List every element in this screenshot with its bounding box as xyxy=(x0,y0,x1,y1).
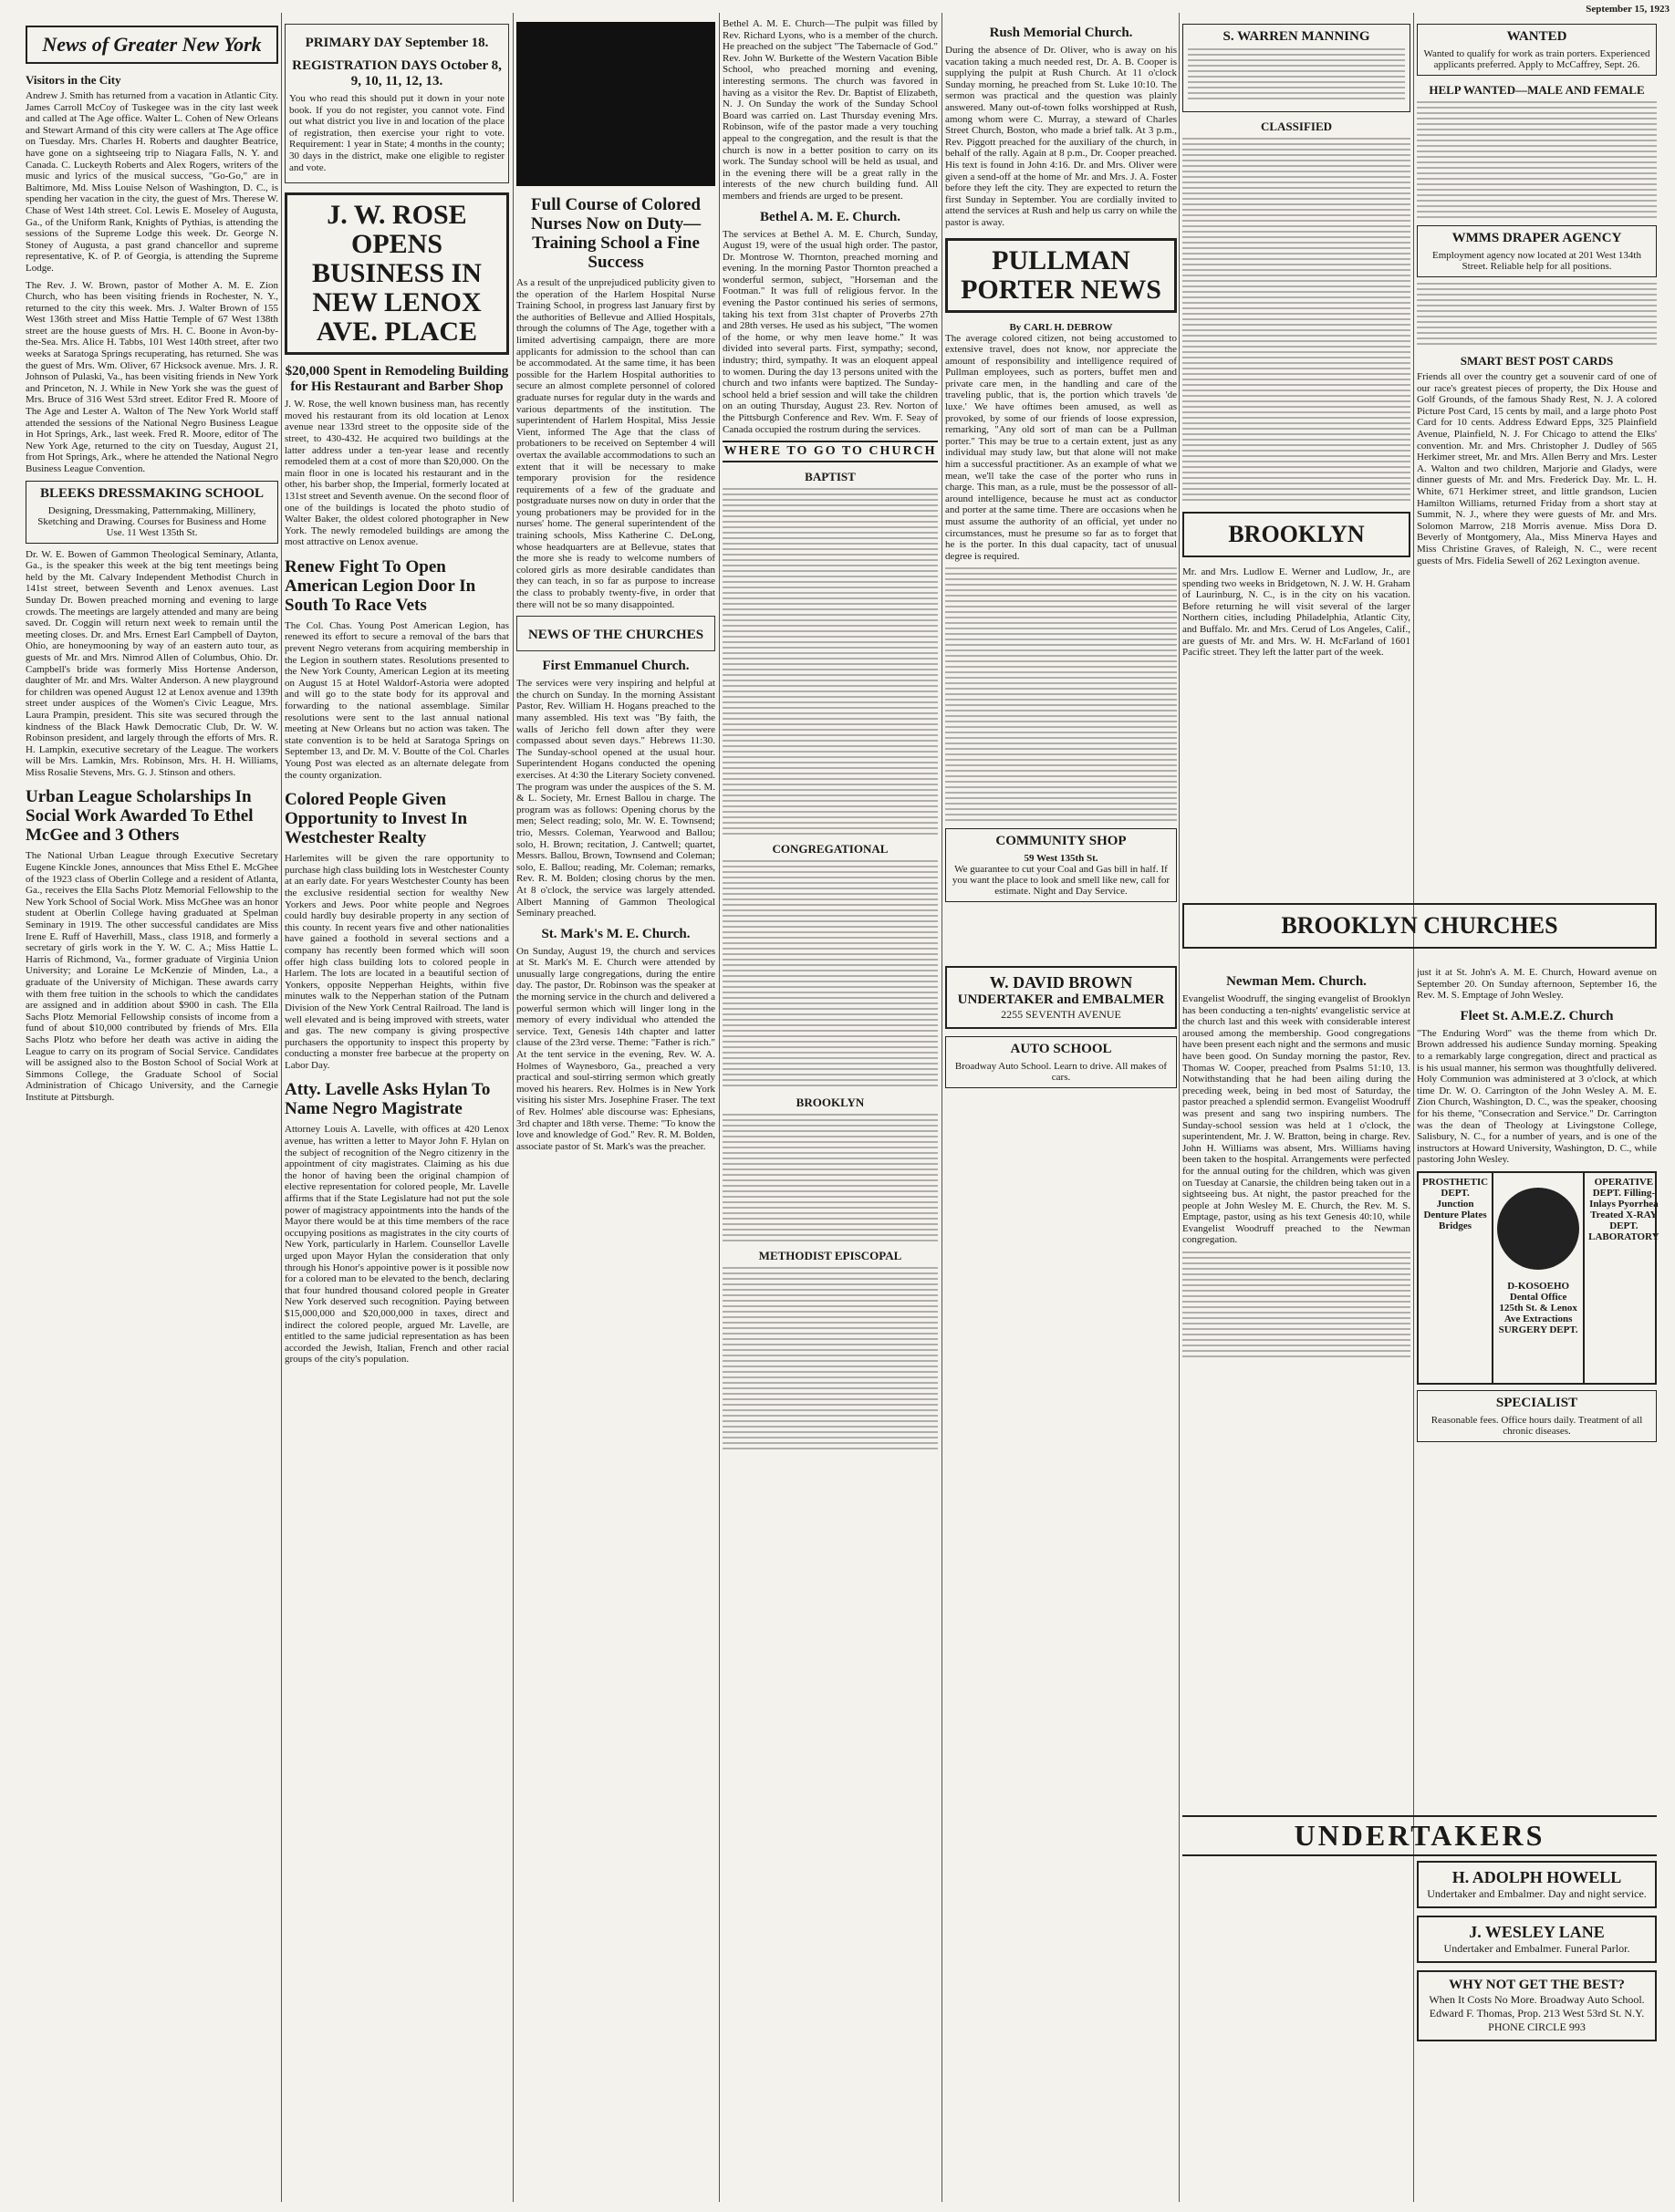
undertaker-name: H. ADOLPH HOWELL xyxy=(1451,1868,1622,1886)
column-2 xyxy=(285,18,509,2203)
column-5 xyxy=(945,18,1177,2203)
card-text xyxy=(1188,48,1405,103)
notice-heading: REGISTRATION DAYS October 8, 9, 10, 11, 12, 13. xyxy=(292,58,502,88)
article-headline: Urban League Scholarships In Social Work Awarded To Ethel McGee and 3 Others xyxy=(26,787,254,846)
classified-heading: CLASSIFIED xyxy=(1260,119,1333,133)
directory-listings xyxy=(723,1114,938,1241)
article-text: As a result of the unprejudiced publicity given to the operation of the Harlem Hospital Nurse Training School, in progress last January first by the authorities of Bellevue and Allied Hospitals, through the columns of The Age, together with a limited advertising campaign, there are more applicants for admission to the school than can be accommodated. At the same time, it has been possible for the Harlem Hospital authorities to secure an almost complete personnel of colored graduate nurses for regular duty in the wards and various departments of the institution. The superintendent of Harlem Hospital, Miss Jessie Vient, informed The Age that the class of probationers to be received on September 4 will overtax the available accommodations to such an extent that it will be necessary to make temporary provision for the residence requirements of a few of the graduate and postgraduate nurses now on duty in order that the young probationers may be provided for in the nurses' home. The general superintendent of the training schools, Miss Katherine C. DeLong, whose headquarters are at Bellevue, states that the more she is ready to welcome numbers of colored girls as more desirable candidates than they can teach, in so far as purpose to increase the class to probably twenty-five, in order that there will not be so many disappointed. xyxy=(516,277,715,610)
article-text: Bethel A. M. E. Church—The pulpit was filled by Rev. Richard Lyons, who is a member of the church. He preached on the subject "The Tabernacle of God." Rev. John W. Burkette of the Western Vacation Bible School, who preached morning and evening, interesting sermons. The church was favored in having as a visitor the Rev. Dr. Baptist of Elizabeth, N. J. On Sunday the work of the Sunday School Board was carried on. Last Thursday evening Mrs. Robinson, wife of the pastor made a very touching appeal to the congregation, and the result is that the church is now in a better position to carry on its work. The Sunday school will be held as usual, and in the evening there will be a great rally in the interests of the new church building fund. All members and friends are urged to be present. xyxy=(723,18,938,202)
ad-text: Broadway Auto School. Learn to drive. All makes of cars. xyxy=(954,1061,1168,1084)
prosthetic-dept: PROSTHETIC DEPT. Junction Denture Plates Bridges xyxy=(1422,1176,1489,1231)
undertaker-ad xyxy=(945,966,1177,1029)
column-7 xyxy=(1417,18,1657,885)
article-text: Mr. and Mrs. Ludlow E. Werner and Ludlow, Jr., are spending two weeks in Bridgetown, N. J. W. H. Graham of Laurinburg, N. C., is in the city on his vacation. Before returning he will visit several of the larger Northern cities, including Philadelphia, Atlantic City, and Buffalo. Mr. and Mrs. Cerud of Los Angeles, Calif., are guests of Mr. and Mrs. W. H. McFarland of 1601 Pacific street. They left the latter part of the week. xyxy=(1182,566,1410,659)
ad-text: Employment agency now located at 201 West 134th Street. Reliable help for all positions. xyxy=(1432,250,1641,272)
article-headline-large: J. W. ROSE OPENS BUSINESS IN NEW LENOX AVE. PLACE xyxy=(285,192,509,355)
undertakers-banner: UNDERTAKERS xyxy=(1182,1815,1657,1856)
classified-listings xyxy=(1417,283,1657,347)
article-headline: Renew Fight To Open American Legion Door In South To Race Vets xyxy=(285,556,476,615)
church-heading: Bethel A. M. E. Church. xyxy=(760,209,900,224)
directory-listings xyxy=(723,488,938,835)
ad-title: WHY NOT GET THE BEST? xyxy=(1449,1978,1625,1992)
column-3 xyxy=(516,18,715,2203)
ad-address: 59 West 135th St. xyxy=(1024,853,1098,865)
ad-title: AUTO SCHOOL xyxy=(1010,1042,1112,1057)
article-text: Andrew J. Smith has returned from a vacation in Atlantic City. James Carroll McCoy of Tuskegee was in the city last week and called at The Age office. Walter L. Cohen of New Orleans and Stewart Armand of this city were callers at The Age office on Tuesday. Mrs. Charles H. Roberts and daughter Beatrice, have gone on a sightseeing trip to Niagara Falls, N. Y. and Canada. C. Luckeyth Roberts and Alex Rogers, writers of the music and lyrics of the musical success, "Go-Go," are in Baltimore, Md. Miss Louise Nelson of Washington, D. C., is spending her vacation in the city, the guest of Mrs. Therese W. Chase of West 14th street. Col. Lewis E. Moseley of Augusta, Ga., of the Uniform Rank, Knights of Pythias, is attending the sessions of the Supreme Lodge this week. Dr. George N. Stoney of Augusta, a past grand chancellor and supreme representative, K. of P. of Georgia, is attending the Supreme Lodge. xyxy=(26,90,278,274)
specialist-ad xyxy=(1417,1390,1657,1442)
article-text: Dr. W. E. Bowen of Gammon Theological Seminary, Atlanta, Ga., is the speaker this week at the big tent meetings being held by the Mt. Calvary Independent Methodist Church in 141st street, between Seventh and Lenox avenues. Last Sunday Dr. Bowen preached morning and evening to large crowds. The meetings are largely attended and many are being saved. Dr. Coggin will return next week to remain until the meeting closes. Dr. and Mrs. Ernest Earl Campbell of Dayton, Ohio, are honeymooning by way of an eastern auto tour, as guests of Mr. and Mrs. Nimrod Allen of Columbus, Ohio. Dr. Campbell's bride was formerly Miss Hortense Anderson, daughter of Mr. and Mrs. Walter Anderson. A new playground for children was opened August 12 at Lenox avenue and 139th street under auspices of the Women's Civic League, Mrs. Laura Prampin, president. This site was secured through the kindness of the Black Hawk Democratic Club, Dr. W. W. Robinson president, and largely through the efforts of Mrs. R. H. Lampkin, executive secretary of the League. The workers will be Mrs. Lamkin, Mrs. Robinson, Mrs. H. H. Williams, Miss Rosalie Stevens, Mrs. G. J. Stinson and others. xyxy=(26,548,278,778)
undertakers-right xyxy=(1417,1861,1657,2049)
column-1 xyxy=(26,18,278,2203)
section-heading: Visitors in the City xyxy=(26,73,121,87)
article-subheadline: $20,000 Spent in Remodeling Building for His Restaurant and Barber Shop xyxy=(285,364,509,395)
ad-text: Designing, Dressmaking, Patternmaking, Millinery, Sketching and Drawing. Courses for Business and Home Use. 11 West 135th St. xyxy=(37,504,266,538)
ad-text: We guarantee to cut your Coal and Gas bill in half. If you want the place to look and smell like new, call for estimate. Night and Day Service. xyxy=(952,864,1170,898)
article-headline: Colored People Given Opportunity to Invest In Westchester Realty xyxy=(285,790,468,848)
ad-title: COMMUNITY SHOP xyxy=(995,834,1127,849)
column-7-lower xyxy=(1417,967,1657,1448)
column-rule xyxy=(1179,13,1180,2202)
article-text: During the absence of Dr. Oliver, who is away on his vacation taking a much needed rest, Dr. A. B. Cooper is supplying the pulpit at Rush Church. At 11 o'clock Sunday morning, he preached from St. Luke 10:10. The sermon was practical and the question was plainly answered. Many out-of-town folks worshipped at Rush, among whom were C. Murray, a steward of Charles Street Church, Boston, who made a brief talk. At 3 p.m., Rev. Piggott preached for the auxiliary of the church, in behalf of the rally. Again at 8 p.m., Dr. Cooper preached. His text is found in John 4:16. Dr. and Mrs. Oliver were given a send-off at the home of Mr. and Mrs. J. A. Foster before they left the city. They are expected to return the first Sunday in September. You are cordially invited to attend the services at Rush and help us carry on while the pastor is away. xyxy=(945,45,1177,228)
undertaker-text: Undertaker and Embalmer. Day and night service. xyxy=(1427,1887,1647,1900)
directory-subheading: BAPTIST xyxy=(805,470,856,484)
directory-subheading: CONGREGATIONAL xyxy=(772,842,889,857)
byline: By CARL H. DEBROW xyxy=(1009,321,1113,333)
article-headline: Atty. Lavelle Asks Hylan To Name Negro Magistrate xyxy=(285,1080,491,1119)
wanted-ad xyxy=(1417,24,1657,76)
church-heading: Newman Mem. Church. xyxy=(1226,974,1367,989)
column-4 xyxy=(723,18,938,2203)
undertaker-address: 2255 SEVENTH AVENUE xyxy=(1001,1008,1121,1022)
classified-listings xyxy=(1417,101,1657,220)
registration-notice xyxy=(285,24,509,183)
ad-text: Wanted to qualify for work as train porters. Experienced applicants preferred. Apply to McCaffrey, Sept. 26. xyxy=(1423,48,1650,70)
ad-text: Reasonable fees. Office hours daily. Treatment of all chronic diseases. xyxy=(1431,1414,1643,1437)
article-text: just it at St. John's A. M. E. Church, Howard avenue on September 20. On Sunday afternoon, September 16, the Rev. M. S. Emptage of John Wesley. xyxy=(1417,967,1657,1002)
classified-heading: HELP WANTED—MALE AND FEMALE xyxy=(1429,83,1645,97)
undertaker-ad xyxy=(1417,1916,1657,1963)
ad-title: WMMS DRAPER AGENCY xyxy=(1451,231,1622,245)
ad-text: When It Costs No More. Broadway Auto School. Edward F. Thomas, Prop. 213 West 53rd St. N.Y. PHONE CIRCLE 993 xyxy=(1429,1993,1645,2033)
article-headline-large: PULLMAN PORTER NEWS xyxy=(945,238,1177,313)
directory-listings xyxy=(723,860,938,1088)
church-heading: Fleet St. A.M.E.Z. Church xyxy=(1460,1008,1614,1023)
church-heading: First Emmanuel Church. xyxy=(542,659,690,674)
undertaker-title: UNDERTAKER and EMBALMER xyxy=(957,992,1165,1008)
undertaker-text: Undertaker and Embalmer. Funeral Parlor. xyxy=(1443,1942,1630,1955)
article-text: The Col. Chas. Young Post American Legion, has renewed its effort to secure a removal of the bars that prevent Negro veterans from acquiring membership in the Legion in southern states. Resolutions presented to the New York County, American Legion at its meeting on August 15 at Hotel Waldorf-Astoria were adopted and will go to the state body for its approval and forwarding to the national assemblage. Similar resolutions were sent to the last annual national meeting at New Orleans but no action was taken. The state convention is to be held at Saratoga Springs on September 13, and Dr. M. V. Boutte of the Col. Charles Young Post was elected as an alternate delegate from the county organization. xyxy=(285,619,509,781)
classified-heading: SMART BEST POST CARDS xyxy=(1460,354,1614,368)
directory-subheading: BROOKLYN xyxy=(796,1096,865,1110)
ad-title: WANTED xyxy=(1506,29,1567,44)
undertaker-name: W. DAVID BROWN xyxy=(989,973,1133,992)
card-title: S. WARREN MANNING xyxy=(1222,29,1370,44)
article-text: The average colored citizen, not being accustomed to extensive travel, does not know, nor appreciate the amount of responsibility and intelligence required of Pullman employees, such as porters, buffet men and private care men, in the handling and care of the traveling public, that is, the portion which travels 'de luxe.' We have oftimes been amused, as well as provoked, by some of our friends of loose expression, remarking, "Any old sort of man can be a Pullman porter." This may be true to a certain extent, just as any individual may study law, but that alone will not make him a successful practitioner. As an example of what we mean, we'll take the case of the porter who runs in charge. This man, as a rule, must be the possessor of all-around intelligence, because he must act as conductor and porter at the same time. There are occasions when he must assume the authority of an official, yet under no circumstances, must he presume so far as to forget that he is the porter. In this dual capacity, tact of unusual degree is required. xyxy=(945,332,1177,562)
dental-office xyxy=(1492,1173,1583,1383)
brooklyn-churches-banner: BROOKLYN CHURCHES xyxy=(1182,903,1657,949)
directory-subheading: METHODIST EPISCOPAL xyxy=(758,1249,902,1263)
church-heading: Rush Memorial Church. xyxy=(989,26,1133,40)
brooklyn-banner: BROOKLYN xyxy=(1182,512,1410,557)
directory-listings xyxy=(945,567,1177,823)
directory-listings xyxy=(723,1267,938,1449)
article-text: Attorney Louis A. Lavelle, with offices at 420 Lenox avenue, has written a letter to Mayor John F. Hylan on the subject of recognition of the Negro citizenry in the appointment of city magistrates. Claiming as his due the honor of having been the original champion of elective representation for colored people, Mr. Lavelle affirms that if the State Legislature had not put the sole power of magistracy appointments into the hands of the Mayor there would be at this time members of the race occupying positions as magistrates in the city courts of New York, particularly in Harlem. Counsellor Lavelle urged upon Mayor Hylan the consideration that only through his Honor's appointive power is it possible now for a colored man to be elevated to the bench, declaring that four hundred thousand colored people in Greater New York deserved such recognition. Paying between $15,000,000 and $20,000,000 in taxes, direct and indirect the colored people, argued Mr. Lavelle, are entitled to the same judicial representation as has been accorded the Jewish, Italian, French and other racial groups of the city's population. xyxy=(285,1124,509,1366)
article-text: Evangelist Woodruff, the singing evangelist of Brooklyn has been conducting a ten-nights' evangelistic service at the church last and this week with considerable interest aroused among the membership. Good congregations have been present each night and the sermons and music have been good. On Sunday morning the pastor, Rev. Thomas W. Cooper, preached from Psalms 51:10, 13. Notwithstanding that he had been ailing during the preceding week, being in bed most of Saturday, the pastor preached a splendid sermon. Evangelist Woodruff was present and sang two inspiring numbers. The Sunday-school session was held at 1 o'clock, the superintendent, Mr. J. W. Bratton, being in charge. Rev. John H. Williams was absent, Mrs. Williams having been taken to the hospital. Arrangements were perfected for the annual outing for the children, which was given on Tuesday at Canarsie, the children being taken out in a sightseeing bus. At night, the pastor preached for the people at John Wesley M. E. Church, the Rev. M. S. Emptage, pastor, using as his text Genesis 40:10, while Evangelist Woodruff preached to the Newman congregation. xyxy=(1182,993,1410,1246)
photo-block xyxy=(516,22,715,186)
article-text-continued xyxy=(1182,1251,1410,1361)
agency-ad xyxy=(1417,225,1657,277)
column-rule xyxy=(513,13,514,2202)
column-6-lower xyxy=(1182,967,1410,1365)
article-text: On Sunday, August 19, the church and services at St. Mark's M. E. Church were attended by unusually large congregations, during the entire day. The pastor, Dr. Robinson was the speaker at the morning service in the church and delivered a powerful sermon which will linger long in the memory of every individual who attended the service. Text, Genesis 14th chapter and latter clause of the 23rd verse. Theme: "Father is rich." At the tent service in the evening, Rev. W. A. Holmes of Waynesboro, Ga., preached a very practical and soul-stirring sermon which greatly moved his hearers. Rev. Holmes is in New York visiting his sister Mrs. Josephine Fraser. The text of Rev. Holmes' able discourse was: Ephesians, 3rd chapter and 18th verse. Theme: "To know the love and knowledge of God." Rev. R. M. Bolden, associate pastor of St. Mark's was the preacher. xyxy=(516,945,715,1152)
article-text: "The Enduring Word" was the theme from which Dr. Brown addressed his audience Sunday morning. Speaking to a remarkably large congregation, direct and practical as is his usual manner, his sermon was thoughtfully delivered. Holy Communion was administered at 3 o'clock, at which time Dr. W. O. Carrington of the John Wesley A. M. E. Zion Church, Washington, D. C., was the speaker, choosing for his theme, "Consecration and Service." Dr. Carrington was the dean of Theology at Livingstone College, Salisbury, N. C., for a number of years, and is one of the instructors at Howard University, Washington, D. C., while pastoring John Wesley. xyxy=(1417,1027,1657,1166)
churches-banner xyxy=(516,616,715,651)
ad-title: BLEEKS DRESSMAKING SCHOOL xyxy=(39,485,265,501)
section-heading: NEWS OF THE CHURCHES xyxy=(527,628,704,643)
auto-school-ad xyxy=(1417,1970,1657,2041)
undertaker-ad xyxy=(1417,1861,1657,1908)
dentist-portrait xyxy=(1497,1188,1579,1270)
ad-title: SPECIALIST xyxy=(1495,1395,1578,1410)
article-text: The National Urban League through Executive Secretary Eugene Kinckle Jones, announces that Miss Ethel E. McGhee of the 1923 class of Oberlin College and a resident of Atlanta, Ga., receives the Ella Sachs Plotz Memorial Fellowship to the New York School of Social Work. Miss McGhee was an honor student at Oberlin College having graduated at Spelman Seminary in 1919. The other successful candidates are Miss Irene E. Ruff of Haverhill, Mass., class 1918, and formerly a secretary of girls work in the Y. W. C. A.; Miss Hattie L. Harris of Richmond, Va., former graduate of Virginia Union University; and Loraine Le McKenzie of Minden, La., a graduate of the University of Michigan. These awards carry with them free tuition in the schools to which the candidates are assigned and in addition about $900 in cash. The Ella Sachs Plotz Memorial Fellowship consists of income from a fund of about $10,000 contributed by friends of Mrs. Ella Sachs Plotz who before her death was active in aiding the League to carry on its program of Social Service. Candidates will be assigned also to the Boston School of Social Work at Simmons College, the Graduate School of Social Administration of Chicago University, and the Carnegie Institute at Pittsburgh. xyxy=(26,850,278,1103)
brooklyn-churches-section xyxy=(1182,894,1657,958)
operative-dept: OPERATIVE DEPT. Filling-Inlays Pyorrhea Treated X-RAY DEPT. LABORATORY xyxy=(1583,1173,1662,1383)
dental-office-ad xyxy=(1417,1171,1657,1385)
notice-title: PRIMARY DAY September 18. xyxy=(305,36,489,50)
church-directory-heading: WHERE TO GO TO CHURCH xyxy=(723,441,938,462)
column-rule xyxy=(281,13,282,2202)
section-banner: News of Greater New York xyxy=(26,26,278,64)
column-rule xyxy=(1413,13,1414,2202)
auto-school-ad xyxy=(945,1036,1177,1088)
article-text: The Rev. J. W. Brown, pastor of Mother A. M. E. Zion Church, who has been visiting friends in Rochester, N. Y., returned to the city this week. Mrs. J. Walter Brown of 155 West 136th street and Miss Hattie Temple of 67 West 138th street are the house guests of Mrs. H. C. Boone in Avon-by-the-Sea. Mrs. Alice H. Tabbs, 101 West 140th street, after two weeks at Saratoga Springs recuperating, has returned. She was the guest of Mrs. Wm. Oliver, 67 Hicksock avenue. Mrs. J. R. Johnson of Pulaski, Va., has been visiting friends in New York and Princeton, N. J. While in New York she was the guest of Mrs. Bruce of 316 West 53rd street. Editor Fred R. Moore of The Age and Lester A. Walton of The New York World staff attended the sessions of the National Negro Business League in Hot Springs, Ark., last week. Fred R. Moore, editor of The New York Age, returned to the city on Tuesday, August 21, from Hot Springs, Ark., where he attended the National Negro Business League Convention. xyxy=(26,279,278,474)
article-text: Friends all over the country get a souvenir card of one of our race's greatest pieces of property, the Dix House and Golf Grounds, of the famous Shady Rest, N. J. A colored Picture Post Card, 15 cents by mail, and a large photo Post Card for 10 cents. Address Edward Epps, 325 Plainfield Avenue, Plainfield, N. J. For Chicago to attend the Elks' convention. Mr. and Mrs. Christopher J. Dudley of 565 Herkimer street, Mr. and Mrs. Allen Berry and Mrs. Lester A. Walton and two children, Marjorie and Gladys, were dinner guests of Mr. and Mrs. Frederick Day. Mr. L. H. White, 671 Herkimer street, and little grandson, Lucien Hamilton Williams, returned Friday from a short stay at Summit, N. J., where they were guests of Mr. and Mrs. Solomon Marrow, 218 Morris avenue. Miss Dora D. Beverly of Montgomery, Ala., Miss Minerva Hayes and Miss Christine Graves, of Raleigh, N. C., were recent guests of Mrs. Fidelia Sewell of 262 Lexington avenue. xyxy=(1417,371,1657,566)
church-heading: St. Mark's M. E. Church. xyxy=(541,926,691,941)
page-date: September 15, 1923 xyxy=(1586,4,1670,15)
dressmaking-ad xyxy=(26,481,278,544)
article-text: J. W. Rose, the well known business man, has recently moved his restaurant from its old location at Lenox avenue near 133rd street to the opposite side of the street, to 430-432. He acquired two buildings at the latter address under a ten-year lease and recently remodeled them at a cost of more than $20,000. On the main floor in one is located his restaurant and in the other, his barber shop, the Imperial, formerly located at 131st street and Seventh avenue. On the second floor of one of the buildings is located the photo studio of Walter Baker, the oldest colored photographer in New York. The newly remodeled buildings are among the most attractive on Lenox avenue. xyxy=(285,399,509,548)
community-shop-ad xyxy=(945,828,1177,902)
article-text: The services at Bethel A. M. E. Church, Sunday, August 19, were of the usual high order. The pastor, Dr. Montrose W. Thornton, preached morning and evening. In the morning Pastor Thornton preached a wonderful sermon, subject, "Horseman and the Footman." It was full of religious fervor. In the evening the Pastor continued his series of sermons, taking his text from 31st chapter of Proverbs 27th and 28th verses. He used as his subject, "The women of the home, or why men leave home." It was divided into several parts. First, sympathy; second, industry; third, sympathy. It was an eloquent appeal to women. During the day 13 persons united with the church and two infants were baptized. The Sunday-school held a brief session and will take the children on an outing Thursday, August 23. Rev. Norton of the Pittsburgh Conference and Rev. Wm. F. Seay of Canada occupied the rostrum during the services. xyxy=(723,228,938,435)
notice-text: You who read this should put it down in your note book. If you do not register, you cannot vote. Find out what district you live in and location of the place of registration, then exercise your right to vote. Requirement: 1 year in State; 4 months in the county; 30 days in the district, make one eligible to register and vote. xyxy=(289,93,505,173)
article-headline: Full Course of Colored Nurses Now on Duty—Training School a Fine Success xyxy=(530,195,702,272)
undertaker-name: J. WESLEY LANE xyxy=(1469,1923,1605,1941)
classified-listings xyxy=(1182,138,1410,503)
article-text: Harlemites will be given the rare opportunity to purchase high class building lots in Westchester County at an early date. For years Westchester County has been the exclusive residential section for wealthy New Yorkers and Jews. Poor white people and Negroes could hardly buy desirable property in any section of this county. In recent years five and other nationalities have gained a foothold in several sections and a company has recently been formed which will soon offer high class building lots to colored people in Harlem. The lots are located in a beautiful section of Yonkers, opposite Nepperhan Heights, within five minutes walk to the Nepperhan station of the Putnam Division of the New York Central Railroad. The land is well elevated and is being improved with streets, water and gas. The new company is giving prospective purchasers the opportunity to inspect this property by conducting a monster free barbecue at the property on Labor Day. xyxy=(285,853,509,1071)
column-rule xyxy=(719,13,720,2202)
article-text: The services were very inspiring and helpful at the church on Sunday. In the morning Assistant Pastor, Rev. William H. Hogans preached to the many assembled. His text was "By faith, the walls of Jericho fell down after they were compassed about seven days." Hebrews 11:30. The Sunday-school opened at the usual hour. Superintendent Hogans conducted the opening exercises. At 4:30 the Literary Society convened. The program was under the auspices of the S. M. & L. Society, Mr. Ernest Ballou in charge. The program was as follows: Opening chorus by the men; Select reading; solo, Mr. W. E. Townsend; trio, Messrs. Coleman, Yearwood and Ballou; solo, H. Brown; recitation, J. Cantwell; quartet, Messrs. Ballou, Brown, Townsend and Coleman; solo, E. Ballou; reading, Mr. Coleman; remarks, Rev. R. M. Bolden; closing chorus by the men. At 8 o'clock, the service was largely attended. Albert Manning of Gammon Theological Seminary preached. xyxy=(516,678,715,919)
dental-office-text: D-KOSOEHO Dental Office 125th St. & Lenox Ave Extractions SURGERY DEPT. xyxy=(1498,1280,1578,1335)
business-card xyxy=(1182,24,1410,112)
